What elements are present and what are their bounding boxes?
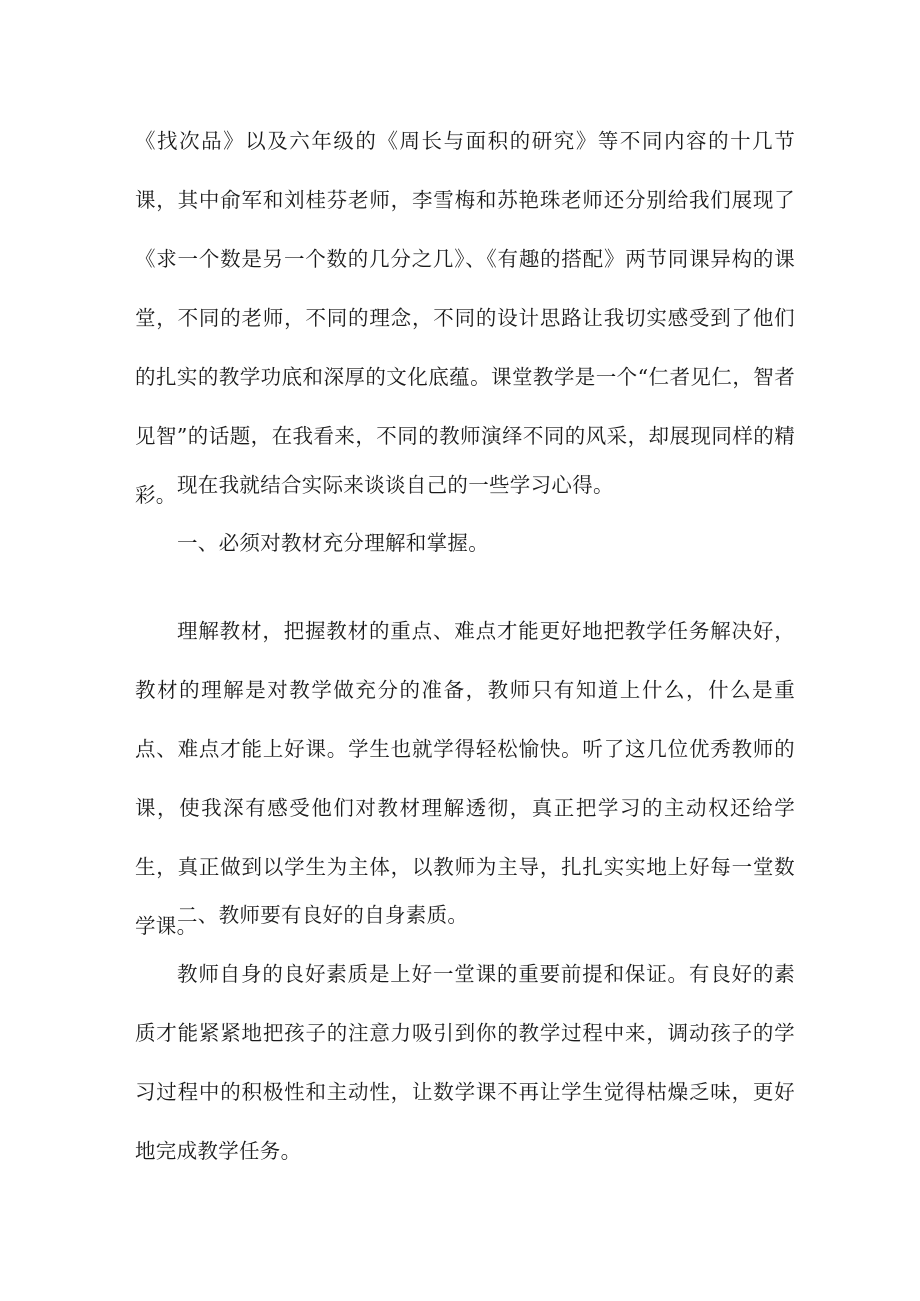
intro-paragraph: 《找次品》以及六年级的《周长与面积的研究》等不同内容的十几节课，其中俞军和刘桂芬老师，李雪梅和苏艳珠老师还分别给我们展现了《求一个数是另一个数的几分之几》、《有趣的搭配》两节同课异构的课堂，不同的老师，不同的理念，不同的设计思路让我切实感受到了他们的扎实的教学功底和深厚的文化底蕴。课堂教学是一个“仁者见仁，智者见智”的话题，在我看来，不同的教师演绎不同的风采，却展现同样的精彩。	[135, 129, 795, 507]
section-heading-two-block	[135, 886, 795, 945]
section-two-paragraph: 教师自身的良好素质是上好一堂课的重要前提和保证。有良好的素质才能紧紧地把孩子的注意力吸引到你的教学过程中来，调动孩子的学习过程中的积极性和主动性，让数学课不再让学生觉得枯燥乏味，更好地完成教学任务。	[135, 962, 795, 1163]
section-two-paragraph-block	[135, 945, 795, 1181]
lead-sentence-block	[135, 456, 795, 515]
section-heading-one: 一、必须对教材充分理解和掌握。	[177, 531, 489, 555]
lead-sentence: 现在我就结合实际来谈谈自己的一些学习心得。	[177, 473, 614, 497]
section-heading-two: 二、教师要有良好的自身素质。	[177, 903, 469, 927]
section-heading-one-block	[135, 514, 795, 573]
section-one-paragraph: 理解教材，把握教材的重点、难点才能更好地把教学任务解决好，教材的理解是对教学做充分的准备，教师只有知道上什么，什么是重点、难点才能上好课。学生也就学得轻松愉快。听了这几位优秀教师的课，使我深有感受他们对教材理解透彻，真正把学习的主动权还给学生，真正做到以学生为主体，以教师为主导，扎扎实实地上好每一堂数学课。	[135, 619, 795, 938]
